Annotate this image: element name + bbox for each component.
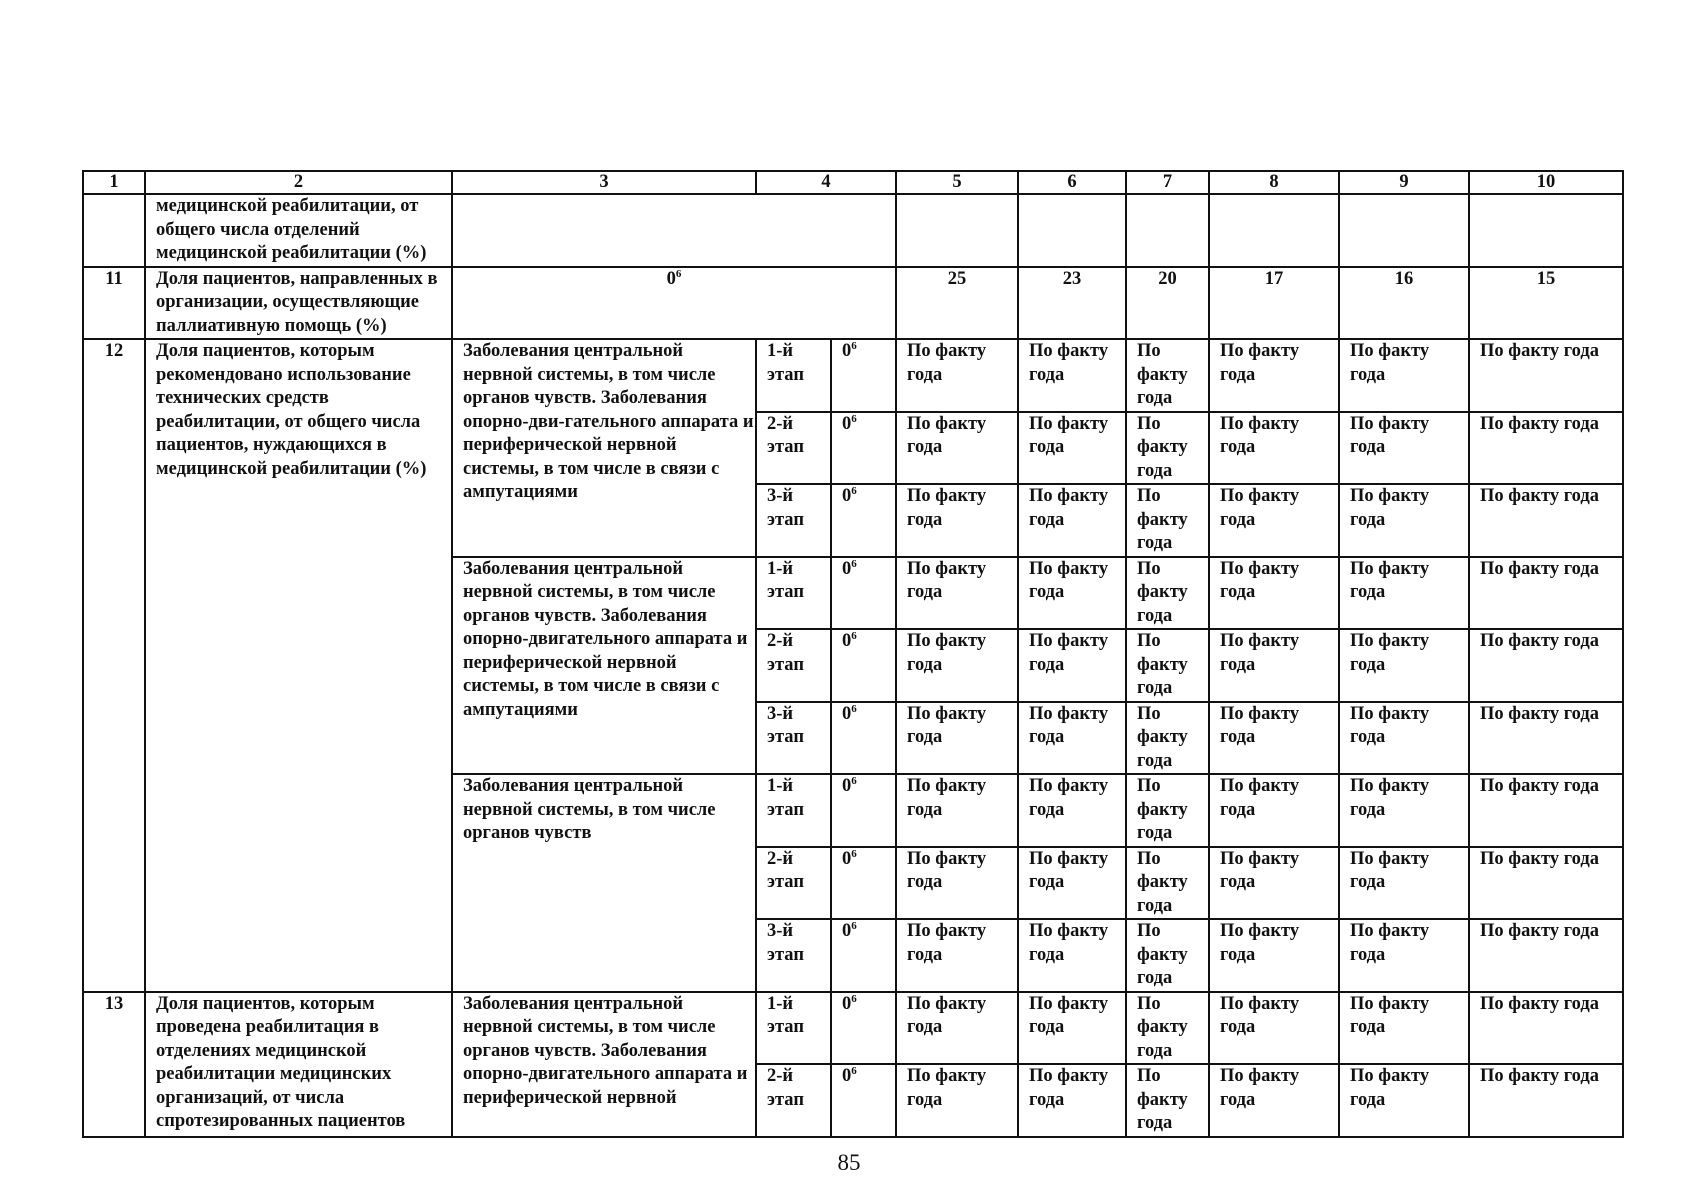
column-number: 2 bbox=[145, 171, 452, 194]
footnote-mark: 6 bbox=[851, 485, 857, 497]
empty-cell bbox=[1339, 194, 1469, 267]
target-value: По факту года bbox=[1018, 1064, 1126, 1137]
target-value: 25 bbox=[896, 267, 1018, 340]
page-number: 85 bbox=[837, 1150, 861, 1175]
column-number: 9 bbox=[1339, 171, 1469, 194]
target-value: По факту года bbox=[1018, 484, 1126, 557]
target-value: 16 bbox=[1339, 267, 1469, 340]
column-numbers-row bbox=[83, 171, 1623, 194]
disease-group: Заболевания центральной нервной системы, в том числе органов чувств. Заболевания опорно-дви-гательного аппарата и периферической нервной системы, в том числе в связи с ампутациями bbox=[452, 339, 756, 557]
stage-label: 2-й этап bbox=[756, 1064, 831, 1137]
footnote-mark: 6 bbox=[851, 920, 857, 932]
row-number bbox=[83, 194, 145, 267]
disease-group: Заболевания центральной нервной системы, в том числе органов чувств bbox=[452, 774, 756, 992]
stage-label: 3-й этап bbox=[756, 919, 831, 992]
empty-cell bbox=[1209, 194, 1339, 267]
target-value: По факту года bbox=[1018, 847, 1126, 920]
baseline-number: 0 bbox=[842, 341, 852, 361]
baseline-value bbox=[831, 774, 896, 847]
column-number: 4 bbox=[756, 171, 896, 194]
target-value: По факту года bbox=[896, 412, 1018, 485]
target-value: По факту года bbox=[1209, 702, 1339, 775]
target-value: По факту года bbox=[1018, 919, 1126, 992]
target-value: По факту года bbox=[1126, 484, 1209, 557]
continued-row bbox=[83, 194, 1623, 267]
target-value: По факту года bbox=[1339, 339, 1469, 412]
target-value: По факту года bbox=[1469, 702, 1623, 775]
baseline-value bbox=[452, 267, 896, 340]
baseline-number: 0 bbox=[842, 631, 852, 651]
target-value: По факту года bbox=[1126, 774, 1209, 847]
target-value: По факту года bbox=[1018, 412, 1126, 485]
indicator-text: медицинской реабилитации, от общего числа отделений медицинской реабилитации (%) bbox=[145, 194, 452, 267]
target-value: По факту года bbox=[1339, 774, 1469, 847]
baseline-number: 0 bbox=[842, 776, 852, 796]
baseline-number: 0 bbox=[842, 486, 852, 506]
target-value: По факту года bbox=[1209, 1064, 1339, 1137]
baseline-number: 0 bbox=[842, 413, 852, 434]
target-value: По факту года bbox=[1469, 412, 1623, 485]
target-value: По факту года bbox=[896, 847, 1018, 920]
empty-cell bbox=[452, 194, 896, 267]
target-value: По факту года bbox=[1339, 919, 1469, 992]
table-row bbox=[83, 339, 1623, 412]
target-value: По факту года bbox=[896, 774, 1018, 847]
footnote-mark: 6 bbox=[851, 340, 857, 352]
column-number: 3 bbox=[452, 171, 756, 194]
baseline-value bbox=[831, 484, 896, 557]
target-value: По факту года bbox=[1339, 992, 1469, 1065]
target-value: По факту года bbox=[1018, 629, 1126, 702]
target-value: По факту года bbox=[1126, 992, 1209, 1065]
stage-label: 1-й этап bbox=[756, 339, 831, 412]
target-value: По факту года bbox=[1209, 774, 1339, 847]
target-value: По факту года bbox=[896, 339, 1018, 412]
column-number: 10 bbox=[1469, 171, 1623, 194]
baseline-value bbox=[831, 629, 896, 702]
target-value: По факту года bbox=[1126, 629, 1209, 702]
column-number: 5 bbox=[896, 171, 1018, 194]
empty-cell bbox=[1018, 194, 1126, 267]
target-value: По факту года bbox=[896, 992, 1018, 1065]
target-value: По факту года bbox=[896, 557, 1018, 630]
footnote-mark: 6 bbox=[851, 557, 857, 570]
target-value: По факту года bbox=[1339, 1064, 1469, 1137]
target-value: По факту года bbox=[1209, 339, 1339, 412]
footnote-mark: 6 bbox=[851, 702, 857, 715]
target-value: По факту года bbox=[1469, 629, 1623, 702]
target-value: По факту года bbox=[1209, 629, 1339, 702]
stage-label: 3-й этап bbox=[756, 484, 831, 557]
target-value: По факту года bbox=[1209, 412, 1339, 485]
stage-label: 2-й этап bbox=[756, 412, 831, 485]
target-value: По факту года bbox=[1018, 702, 1126, 775]
baseline-value bbox=[831, 992, 896, 1065]
stage-label: 1-й этап bbox=[756, 992, 831, 1065]
baseline-number: 0 bbox=[842, 921, 852, 941]
target-value: По факту года bbox=[1209, 484, 1339, 557]
row-number: 11 bbox=[83, 267, 145, 340]
stage-label: 3-й этап bbox=[756, 702, 831, 775]
target-value: По факту года bbox=[1126, 1064, 1209, 1137]
target-value: По факту года bbox=[1339, 847, 1469, 920]
indicators-table bbox=[82, 170, 1624, 1138]
baseline-value bbox=[831, 412, 896, 485]
baseline-value bbox=[831, 702, 896, 775]
target-value: По факту года bbox=[1339, 702, 1469, 775]
target-value: По факту года bbox=[1469, 847, 1623, 920]
target-value: По факту года bbox=[1339, 557, 1469, 630]
target-value: 23 bbox=[1018, 267, 1126, 340]
stage-label: 2-й этап bbox=[756, 629, 831, 702]
target-value: По факту года bbox=[1209, 557, 1339, 630]
target-value: По факту года bbox=[1018, 557, 1126, 630]
baseline-value bbox=[831, 847, 896, 920]
target-value: По факту года bbox=[1018, 992, 1126, 1065]
target-value: По факту года bbox=[1469, 557, 1623, 630]
target-value: По факту года bbox=[1469, 484, 1623, 557]
row-number: 12 bbox=[83, 339, 145, 992]
baseline-value bbox=[831, 919, 896, 992]
baseline-value bbox=[831, 339, 896, 412]
target-value: По факту года bbox=[896, 484, 1018, 557]
baseline-number: 0 bbox=[842, 1066, 852, 1086]
target-value: По факту года bbox=[1126, 412, 1209, 485]
target-value: По факту года bbox=[1126, 919, 1209, 992]
target-value: По факту года bbox=[1469, 992, 1623, 1065]
baseline-number: 0 bbox=[666, 268, 676, 289]
column-number: 1 bbox=[83, 171, 145, 194]
target-value: По факту года bbox=[1339, 629, 1469, 702]
empty-cell bbox=[1469, 194, 1623, 267]
empty-cell bbox=[896, 194, 1018, 267]
target-value: По факту года bbox=[1469, 774, 1623, 847]
target-value: По факту года bbox=[1209, 847, 1339, 920]
disease-group: Заболевания центральной нервной системы, в том числе органов чувств. Заболевания опорно-двигательного аппарата и периферической нервной системы, в том числе в связи с ампутациями bbox=[452, 557, 756, 775]
target-value: По факту года bbox=[896, 629, 1018, 702]
baseline-number: 0 bbox=[842, 848, 852, 869]
footnote-mark: 6 bbox=[851, 775, 857, 787]
target-value: По факту года bbox=[1018, 774, 1126, 847]
empty-cell bbox=[1126, 194, 1209, 267]
target-value: По факту года bbox=[1126, 557, 1209, 630]
target-value: По факту года bbox=[1339, 484, 1469, 557]
table-row bbox=[83, 267, 1623, 340]
target-value: По факту года bbox=[1469, 919, 1623, 992]
stage-label: 1-й этап bbox=[756, 774, 831, 847]
target-value: По факту года bbox=[1126, 847, 1209, 920]
target-value: 17 bbox=[1209, 267, 1339, 340]
target-value: По факту года bbox=[896, 702, 1018, 775]
target-value: По факту года bbox=[1469, 339, 1623, 412]
footnote-mark: 6 bbox=[851, 1065, 857, 1077]
footnote-mark: 6 bbox=[675, 267, 682, 280]
indicator-text: Доля пациентов, направленных в организации, осуществляющие паллиативную помощь (%) bbox=[145, 267, 452, 340]
target-value: По факту года bbox=[1018, 339, 1126, 412]
baseline-number: 0 bbox=[842, 993, 852, 1014]
indicator-text: Доля пациентов, которым рекомендовано использование технических средств реабилитации, от общего числа пациентов, нуждающихся в медицинской реабилитации (%) bbox=[145, 339, 452, 992]
target-value: По факту года bbox=[1126, 702, 1209, 775]
baseline-value bbox=[831, 1064, 896, 1137]
target-value: 20 bbox=[1126, 267, 1209, 340]
target-value: По факту года bbox=[1209, 992, 1339, 1065]
target-value: 15 bbox=[1469, 267, 1623, 340]
indicator-text: Доля пациентов, которым проведена реабилитация в отделениях медицинской реабилитации медицинских организаций, от числа спротезированных пациентов bbox=[145, 992, 452, 1137]
baseline-number: 0 bbox=[842, 558, 852, 579]
stage-label: 1-й этап bbox=[756, 557, 831, 630]
target-value: По факту года bbox=[1209, 919, 1339, 992]
target-value: По факту года bbox=[1126, 339, 1209, 412]
baseline-number: 0 bbox=[842, 703, 852, 724]
disease-group: Заболевания центральной нервной системы, в том числе органов чувств. Заболевания опорно-двигательного аппарата и периферической нервной bbox=[452, 992, 756, 1137]
target-value: По факту года bbox=[896, 1064, 1018, 1137]
baseline-value bbox=[831, 557, 896, 630]
footnote-mark: 6 bbox=[851, 412, 857, 425]
footnote-mark: 6 bbox=[851, 992, 857, 1005]
target-value: По факту года bbox=[1469, 1064, 1623, 1137]
row-number: 13 bbox=[83, 992, 145, 1137]
target-value: По факту года bbox=[1339, 412, 1469, 485]
column-number: 6 bbox=[1018, 171, 1126, 194]
stage-label: 2-й этап bbox=[756, 847, 831, 920]
footnote-mark: 6 bbox=[851, 630, 857, 642]
footnote-mark: 6 bbox=[851, 847, 857, 860]
target-value: По факту года bbox=[896, 919, 1018, 992]
table-row bbox=[83, 992, 1623, 1065]
column-number: 8 bbox=[1209, 171, 1339, 194]
column-number: 7 bbox=[1126, 171, 1209, 194]
